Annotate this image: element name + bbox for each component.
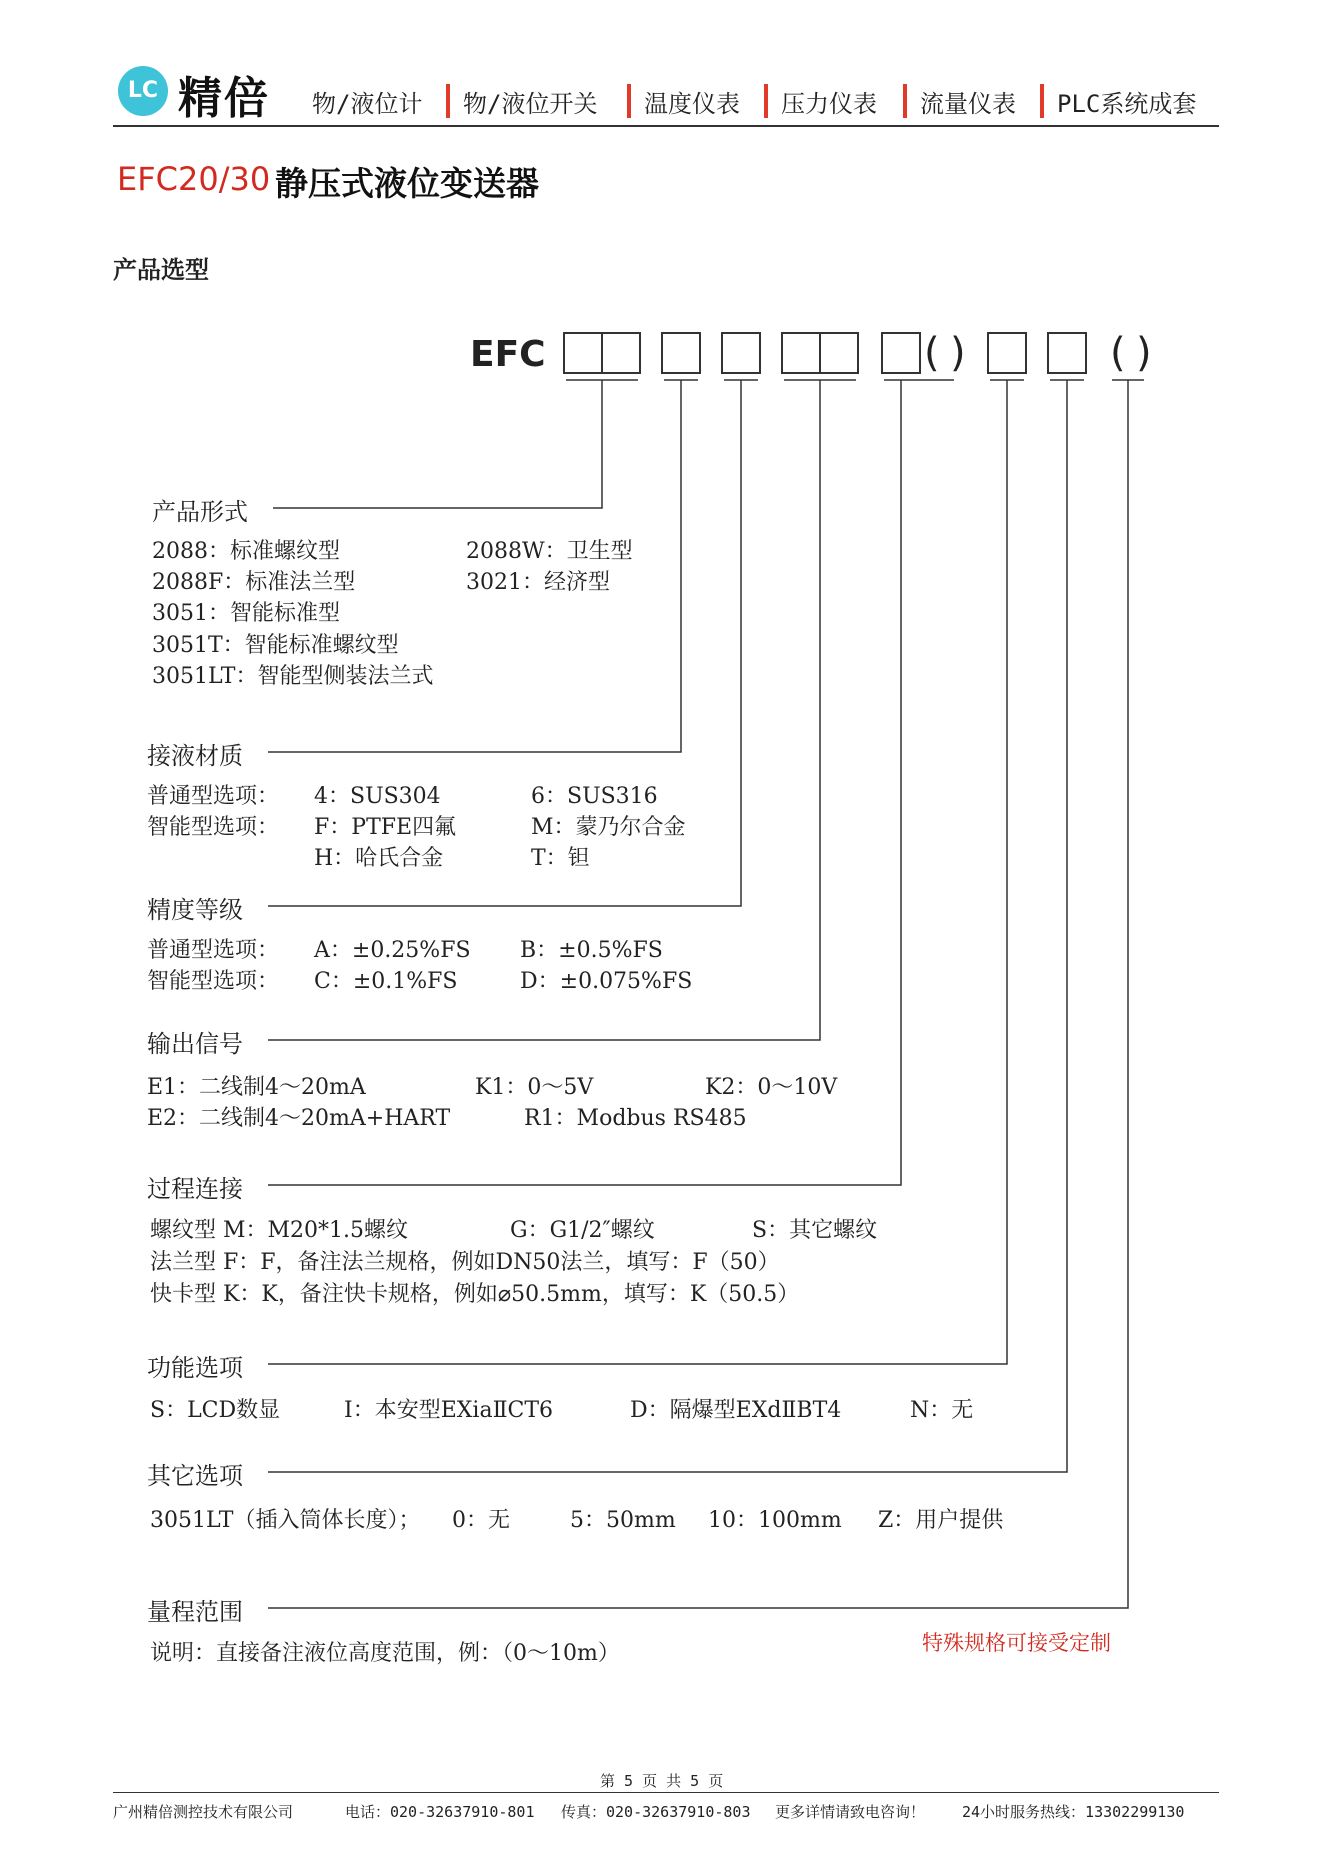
option-item: 2088W：卫生型 — [466, 539, 633, 564]
option-item: 法兰型 F：F，备注法兰规格，例如DN50法兰，填写：F（50） — [150, 1250, 780, 1275]
group-heading-range: 量程范围 — [147, 1598, 243, 1626]
option-item: K1：0～5V — [475, 1075, 594, 1100]
option-item: G：G1/2″螺纹 — [510, 1218, 655, 1243]
group-heading-output: 输出信号 — [147, 1030, 243, 1058]
code-box-output-1 — [782, 333, 820, 373]
option-item: 10：100mm — [708, 1508, 842, 1533]
option-item: A：±0.25%FS — [314, 938, 471, 963]
option-item: H：哈氏合金 — [314, 846, 444, 871]
option-item: E1：二线制4～20mA — [147, 1075, 366, 1100]
option-label: 智能型选项： — [147, 969, 280, 994]
option-item: 6：SUS316 — [531, 784, 658, 809]
option-item: C：±0.1%FS — [314, 969, 458, 994]
nav-plc[interactable]: PLC系统成套 — [1057, 90, 1197, 118]
nav-pressure[interactable]: 压力仪表 — [781, 90, 877, 118]
nav-flow[interactable]: 流量仪表 — [920, 90, 1016, 118]
product-name: 静压式液位变送器 — [275, 164, 539, 203]
group-heading-material: 接液材质 — [147, 742, 243, 770]
code-box-process — [882, 333, 920, 373]
option-item: 3021：经济型 — [466, 570, 610, 595]
footer-fax: 传真：020-32637910-803 — [561, 1803, 751, 1821]
option-item: 0：无 — [452, 1508, 510, 1533]
option-item: I：本安型EXiaⅡCT6 — [344, 1398, 554, 1423]
nav-temperature[interactable]: 温度仪表 — [644, 90, 740, 118]
option-item: N：无 — [910, 1398, 974, 1423]
option-item: S：其它螺纹 — [752, 1218, 878, 1243]
code-box-accuracy — [722, 333, 760, 373]
code-box-form-1 — [564, 333, 602, 373]
model-number: EFC20/30 — [117, 160, 271, 198]
option-item: 快卡型 K：K，备注快卡规格，例如⌀50.5mm，填写：K（50.5） — [150, 1282, 800, 1307]
page-number: 第 5 页 共 5 页 — [600, 1772, 724, 1790]
nav-level-meter[interactable]: 物/液位计 — [312, 90, 423, 118]
code-paren-close-range: ) — [1136, 330, 1152, 376]
brand-name: 精倍 — [178, 73, 270, 124]
group-heading-accuracy: 精度等级 — [147, 896, 243, 924]
option-item: M：蒙乃尔合金 — [531, 815, 686, 840]
code-box-form-2 — [602, 333, 640, 373]
footer-divider — [113, 1792, 1219, 1793]
option-item: E2：二线制4～20mA+HART — [147, 1106, 451, 1131]
option-item: 5：50mm — [570, 1508, 676, 1533]
group-heading-process: 过程连接 — [147, 1175, 243, 1203]
option-item: Z：用户提供 — [878, 1508, 1004, 1533]
option-item: D：隔爆型EXdⅡBT4 — [630, 1398, 842, 1423]
option-item: 2088F：标准法兰型 — [152, 570, 356, 595]
footer-hotline: 24小时服务热线：13302299130 — [962, 1803, 1185, 1821]
option-label: 普通型选项： — [147, 938, 280, 963]
code-box-function — [988, 333, 1026, 373]
option-item: T：钽 — [531, 846, 590, 871]
option-label: 3051LT（插入筒体长度）； — [150, 1508, 421, 1533]
code-box-output-2 — [820, 333, 858, 373]
code-paren-close-process: ) — [950, 330, 966, 376]
option-label: 普通型选项： — [147, 784, 280, 809]
option-item: K2：0～10V — [705, 1075, 838, 1100]
option-label: 智能型选项： — [147, 815, 280, 840]
code-paren-open-process: ( — [924, 330, 940, 376]
code-paren-open-range: ( — [1110, 330, 1126, 376]
option-item: B：±0.5%FS — [520, 938, 663, 963]
range-description: 说明：直接备注液位高度范围，例：（0～10m） — [150, 1641, 620, 1666]
group-heading-function: 功能选项 — [147, 1354, 243, 1382]
nav-level-switch[interactable]: 物/液位开关 — [463, 90, 598, 118]
footer-company: 广州精倍测控技术有限公司 — [113, 1803, 294, 1821]
group-heading-form: 产品形式 — [152, 498, 248, 526]
code-box-material — [662, 333, 700, 373]
option-item: F：PTFE四氟 — [314, 815, 457, 840]
option-item: S：LCD数显 — [150, 1398, 281, 1423]
custom-spec-note: 特殊规格可接受定制 — [922, 1631, 1111, 1655]
option-item: D：±0.075%FS — [520, 969, 693, 994]
leader-form — [273, 380, 602, 508]
option-item: 3051LT：智能型侧装法兰式 — [152, 664, 434, 689]
option-item: 3051：智能标准型 — [152, 601, 340, 626]
option-item: 3051T：智能标准螺纹型 — [152, 633, 399, 658]
code-box-other — [1048, 333, 1086, 373]
brand-logo: LC — [118, 66, 168, 116]
leader-other — [268, 380, 1067, 1472]
code-prefix: EFC — [470, 334, 546, 375]
option-item: 4：SUS304 — [314, 784, 441, 809]
section-heading: 产品选型 — [113, 256, 209, 284]
option-item: R1：Modbus RS485 — [524, 1106, 747, 1131]
footer-more: 更多详情请致电咨询！ — [775, 1803, 926, 1821]
group-heading-other: 其它选项 — [147, 1462, 243, 1490]
footer-phone: 电话：020-32637910-801 — [345, 1803, 535, 1821]
option-item: 螺纹型 M：M20*1.5螺纹 — [150, 1218, 409, 1243]
option-item: 2088：标准螺纹型 — [152, 539, 340, 564]
